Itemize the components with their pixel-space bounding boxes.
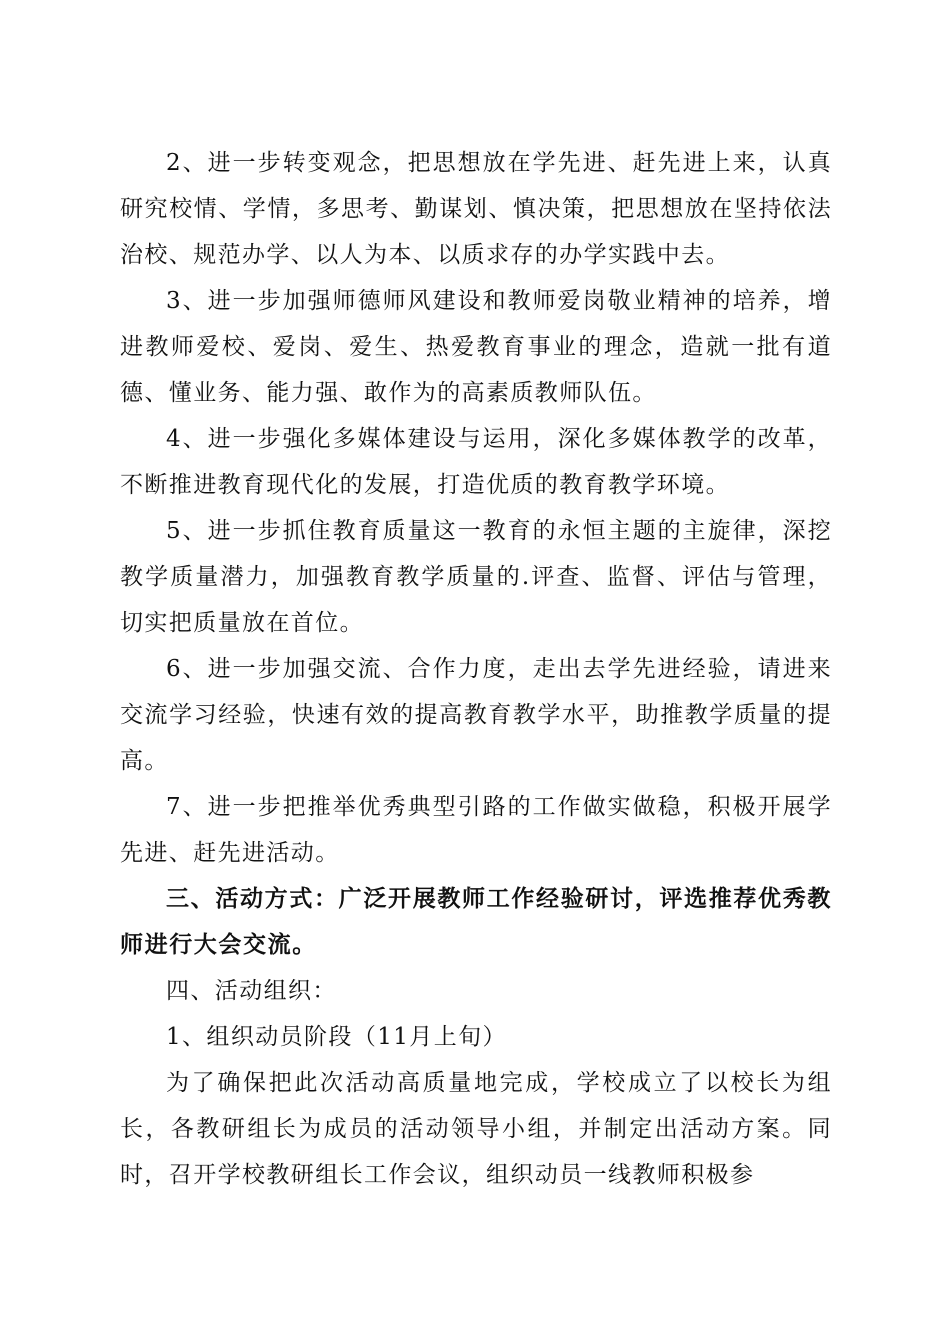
subsection-mobilization-stage: 1、组织动员阶段（11月上旬） xyxy=(166,1024,507,1050)
paragraph-item-2: 2、进一步转变观念，把思想放在学先进、赶先进上来，认真研究校情、学情，多思考、勤谋划、慎决策，把思想放在坚持依法治校、规范办学、以人为本、以质求存的办学实践中去。 xyxy=(120,150,832,268)
paragraph-item-5: 5、进一步抓住教育质量这一教育的永恒主题的主旋律，深挖教学质量潜力，加强教育教学质量的.评查、监督、评估与管理，切实把质量放在首位。 xyxy=(120,518,832,636)
paragraph-item-4: 4、进一步强化多媒体建设与运用，深化多媒体教学的改革，不断推进教育现代化的发展，打造优质的教育教学环境。 xyxy=(120,426,832,498)
section-heading-activity-method: 三、活动方式：广泛开展教师工作经验研讨，评选推荐优秀教师进行大会交流。 xyxy=(120,886,832,958)
paragraph-mobilization-detail: 为了确保把此次活动高质量地完成，学校成立了以校长为组长，各教研组长为成员的活动领导小组，并制定出活动方案。同时，召开学校教研组长工作会议，组织动员一线教师积极参 xyxy=(120,1070,832,1188)
paragraph-item-7: 7、进一步把推举优秀典型引路的工作做实做稳，积极开展学先进、赶先进活动。 xyxy=(120,794,832,866)
paragraph-item-6: 6、进一步加强交流、合作力度，走出去学先进经验，请进来交流学习经验，快速有效的提高教育教学水平，助推教学质量的提高。 xyxy=(120,656,832,774)
section-heading-activity-organization: 四、活动组织： xyxy=(166,978,337,1004)
paragraph-item-3: 3、进一步加强师德师风建设和教师爱岗敬业精神的培养，增进教师爱校、爱岗、爱生、热爱教育事业的理念，造就一批有道德、懂业务、能力强、敢作为的高素质教师队伍。 xyxy=(120,288,832,406)
document-body xyxy=(120,140,832,1198)
